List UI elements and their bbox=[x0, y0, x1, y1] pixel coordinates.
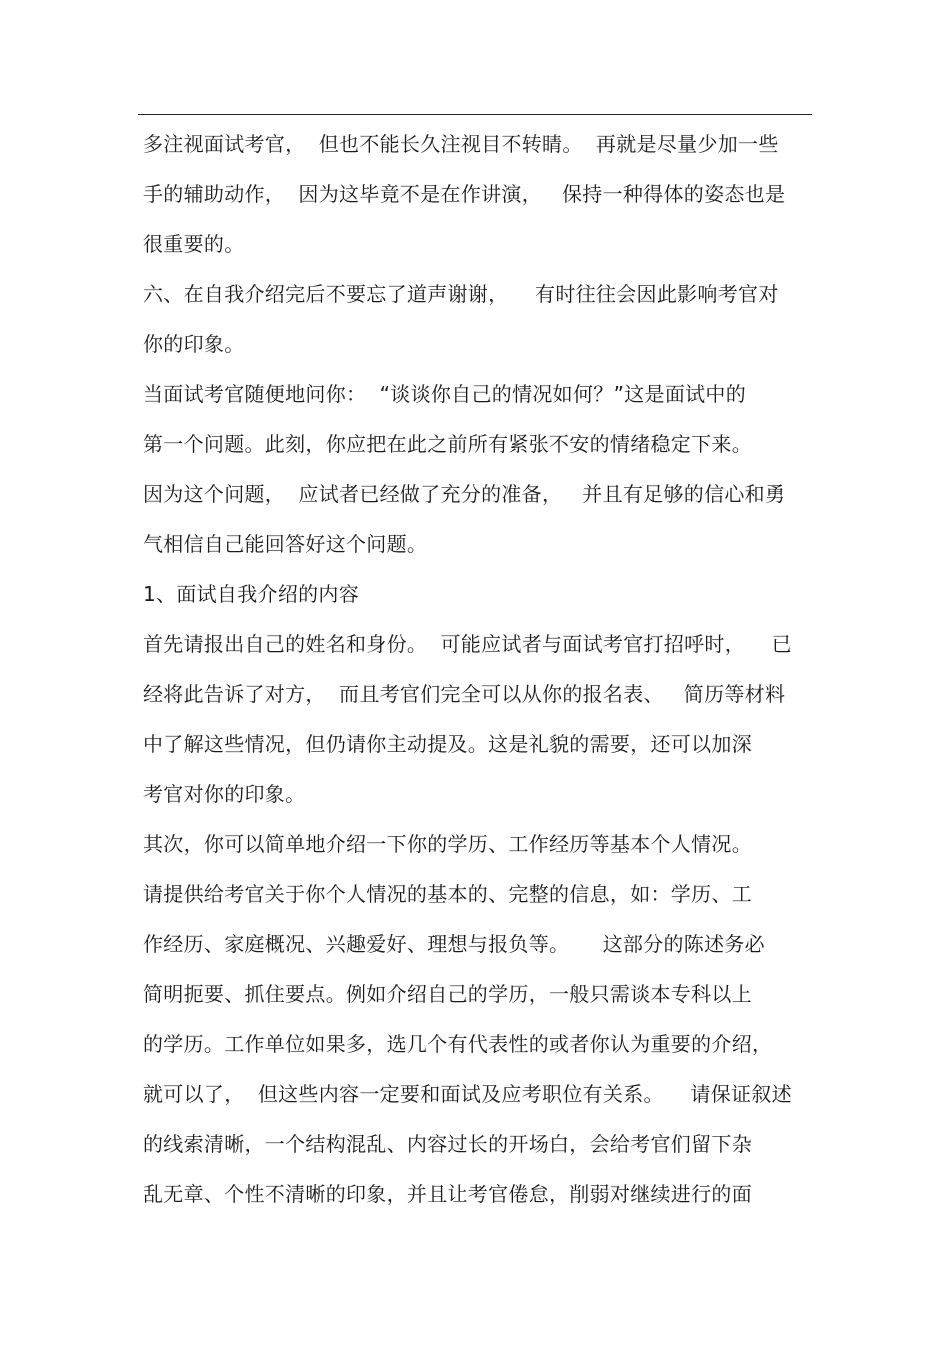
text-line: 请提供给考官关于你个人情况的基本的、完整的信息，如：学历、工 bbox=[143, 882, 752, 906]
text-line: 当面试考官随便地问你： “谈谈你自己的情况如何？”这是面试中的 bbox=[143, 382, 747, 406]
text-line: 经将此告诉了对方， 而且考官们完全可以从你的报名表、 简历等材料 bbox=[143, 682, 786, 706]
text-line: 第一个问题。此刻，你应把在此之前所有紧张不安的情绪稳定下来。 bbox=[143, 432, 752, 456]
text-line: 中了解这些情况，但仍请你主动提及。这是礼貌的需要，还可以加深 bbox=[143, 732, 752, 756]
text-line: 其次，你可以简单地介绍一下你的学历、工作经历等基本个人情况。 bbox=[143, 832, 752, 856]
text-line: 因为这个问题， 应试者已经做了充分的准备， 并且有足够的信心和勇 bbox=[143, 482, 786, 506]
text-line: 的线索清晰，一个结构混乱、内容过长的开场白，会给考官们留下杂 bbox=[143, 1132, 752, 1156]
text-line: 就可以了， 但这些内容一定要和面试及应考职位有关系。 请保证叙述 bbox=[143, 1082, 792, 1106]
header-rule bbox=[138, 114, 812, 115]
text-line: 多注视面试考官， 但也不能长久注视目不转睛。 再就是尽量少加一些 bbox=[143, 132, 779, 156]
text-line: 手的辅助动作， 因为这毕竟不是在作讲演， 保持一种得体的姿态也是 bbox=[143, 182, 786, 206]
section-heading: 1、面试自我介绍的内容 bbox=[143, 582, 360, 606]
text-line: 气相信自己能回答好这个问题。 bbox=[143, 532, 428, 556]
text-line: 六、在自我介绍完后不要忘了道声谢谢， 有时往往会因此影响考官对 bbox=[143, 282, 779, 306]
text-line: 乱无章、个性不清晰的印象，并且让考官倦怠，削弱对继续进行的面 bbox=[143, 1182, 752, 1206]
text-line: 作经历、家庭概况、兴趣爱好、理想与报负等。 这部分的陈述务必 bbox=[143, 932, 765, 956]
text-line: 很重要的。 bbox=[143, 232, 245, 256]
text-line: 简明扼要、抓住要点。例如介绍自己的学历，一般只需谈本专科以上 bbox=[143, 982, 752, 1006]
text-line: 考官对你的印象。 bbox=[143, 782, 306, 806]
text-line: 的学历。工作单位如果多，选几个有代表性的或者你认为重要的介绍， bbox=[143, 1032, 773, 1056]
text-line: 首先请报出自己的姓名和身份。 可能应试者与面试考官打招呼时， 已 bbox=[143, 632, 792, 656]
text-line: 你的印象。 bbox=[143, 332, 245, 356]
